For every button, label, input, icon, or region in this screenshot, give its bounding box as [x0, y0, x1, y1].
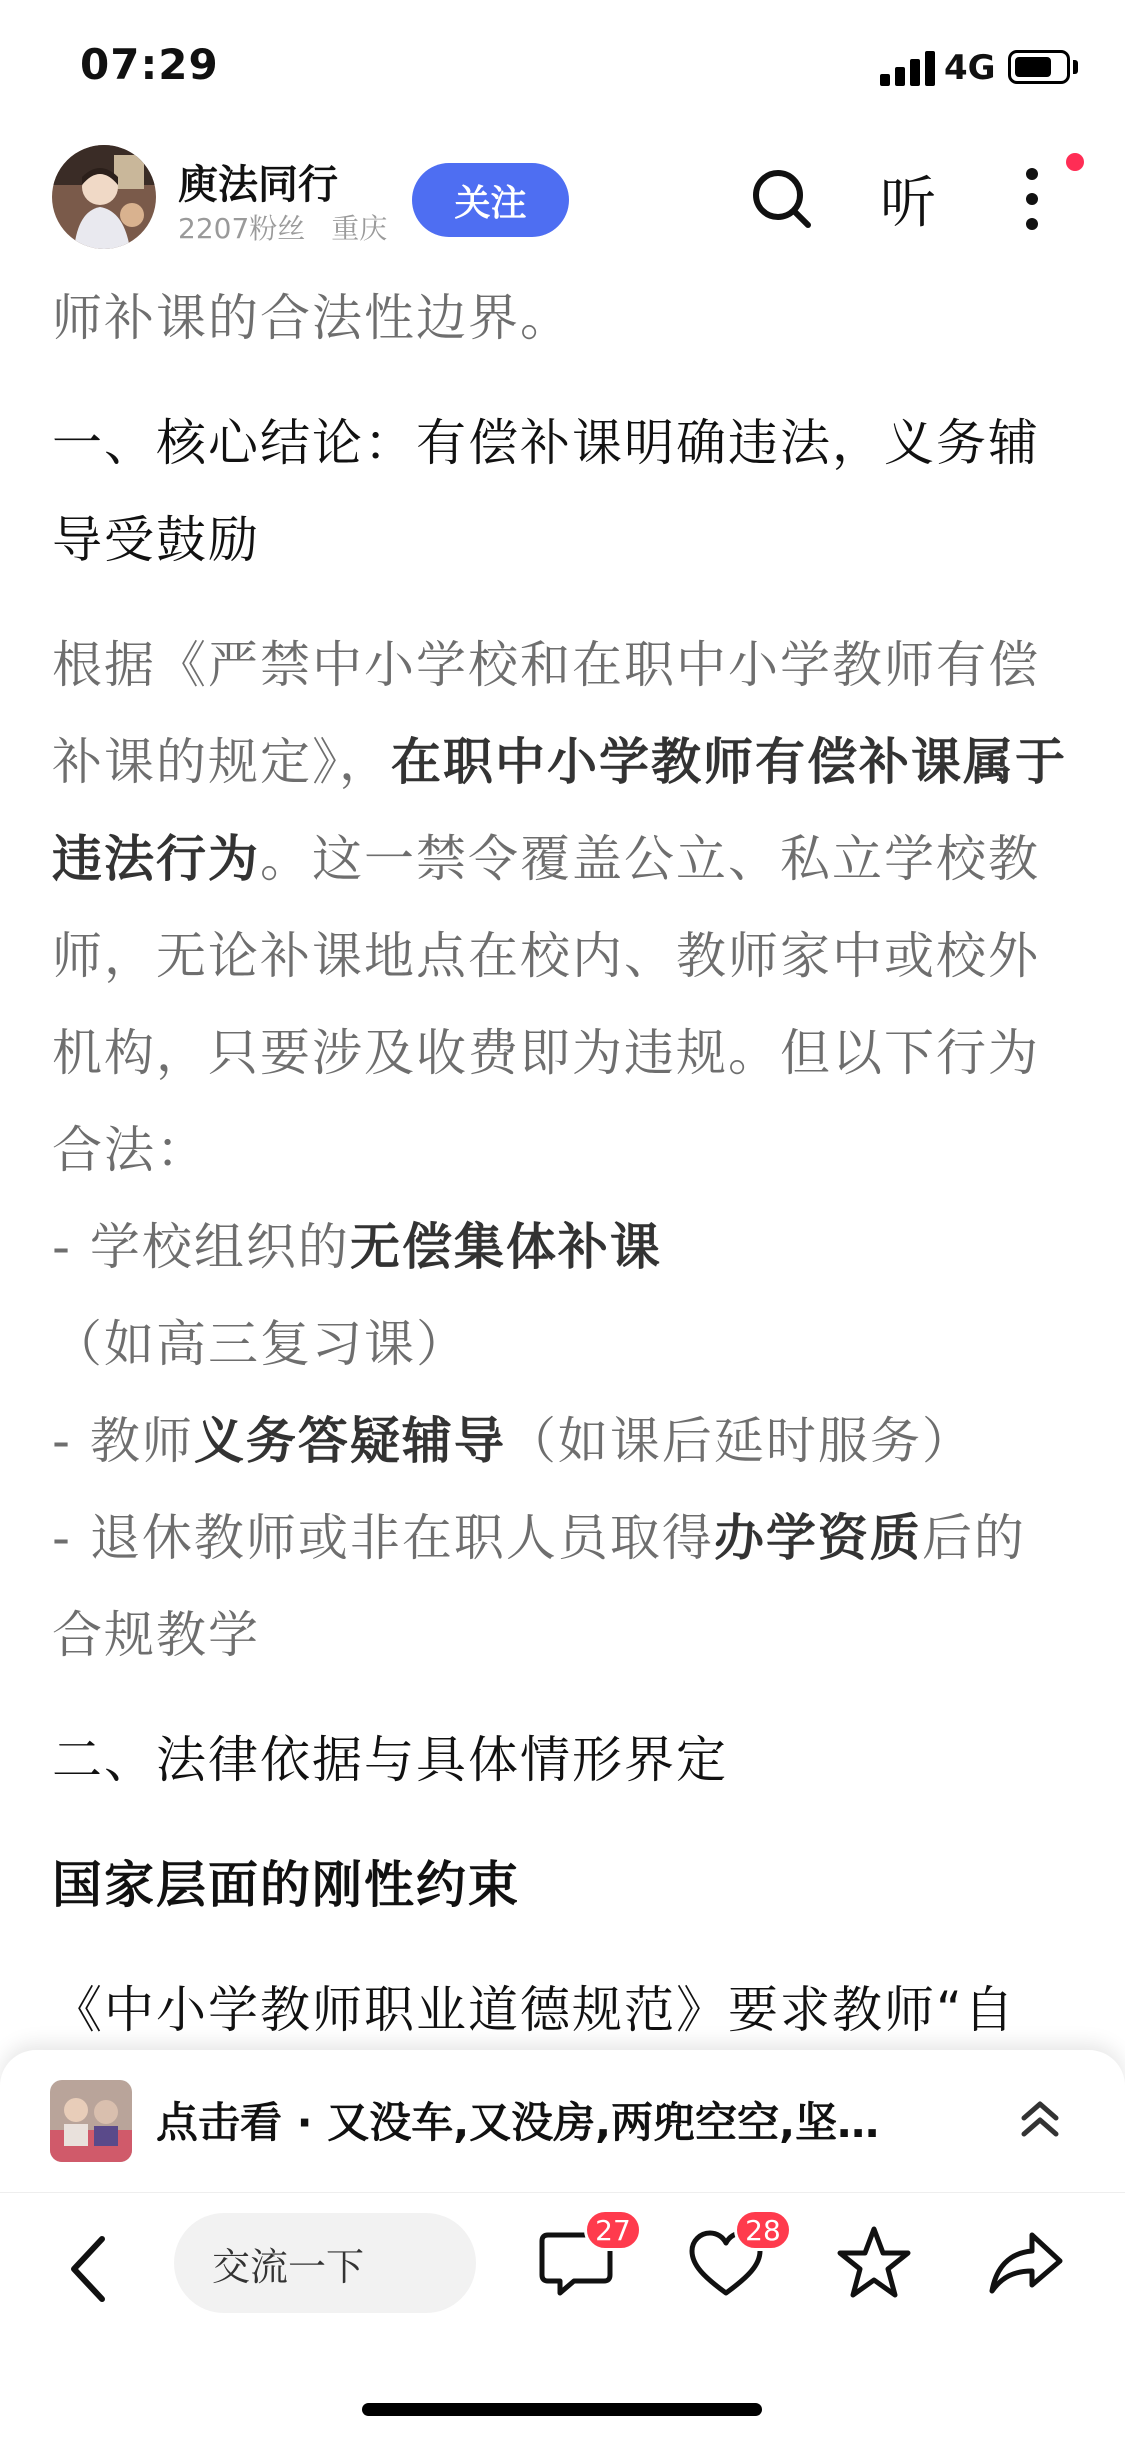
author-meta	[178, 207, 387, 247]
bold-segment: 办学资质	[713, 1509, 922, 1567]
share-icon[interactable]	[984, 2221, 1068, 2305]
text-segment: - 学校组织的	[52, 1218, 350, 1276]
battery-icon	[1008, 50, 1070, 84]
list-item	[52, 1393, 1072, 1490]
text-segment: 根据《严禁中小学校和在职中小学教师有偿补课的规定》，	[52, 636, 1040, 791]
star-icon[interactable]	[832, 2221, 916, 2305]
back-icon[interactable]	[58, 2229, 118, 2309]
recommendation-bar[interactable]	[0, 2050, 1125, 2192]
bold-segment: 无偿集体补课	[349, 1218, 662, 1276]
comment-input[interactable]: 交流一下	[174, 2213, 476, 2313]
comment-button[interactable]	[534, 2213, 631, 2305]
notification-dot	[1066, 153, 1084, 171]
battery-cap	[1073, 60, 1078, 74]
signal-icon	[880, 50, 936, 86]
like-count-badge: 28	[734, 2209, 792, 2251]
article-body	[52, 270, 1072, 2059]
author-location: 重庆	[331, 212, 388, 245]
list-item	[52, 1490, 1072, 1684]
bold-segment: 义务答疑辅导	[193, 1412, 506, 1470]
paragraph-intro-tail: 师补课的合法性边界。	[52, 289, 572, 347]
status-bar	[0, 0, 1125, 135]
subheading: 国家层面的刚性约束	[52, 1856, 520, 1914]
home-indicator	[362, 2403, 762, 2416]
text-segment: - 教师	[52, 1412, 194, 1470]
network-type: 4G	[944, 48, 996, 88]
paragraph-core	[52, 617, 1072, 1199]
author-name[interactable]: 庾法同行	[178, 162, 338, 208]
search-icon[interactable]	[742, 159, 822, 239]
text-segment: - 退休教师或非在职人员取得	[52, 1509, 714, 1567]
heading-section-2: 二、法律依据与具体情形界定	[52, 1731, 728, 1789]
author-avatar[interactable]	[52, 145, 156, 249]
heading-section-1: 一、核心结论：有偿补课明确违法，义务辅导受鼓励	[52, 414, 1040, 569]
text-segment: （如高三复习课）	[52, 1315, 468, 1373]
like-button[interactable]	[684, 2213, 781, 2305]
listen-button[interactable]	[868, 159, 948, 239]
chevron-up-icon[interactable]	[1010, 2088, 1070, 2148]
follower-count: 2207粉丝	[178, 212, 306, 245]
status-time: 07:29	[80, 40, 219, 89]
follow-button[interactable]: 关注	[412, 163, 569, 237]
more-icon[interactable]	[992, 159, 1072, 239]
bold-segment: 在职中小学教师有偿补课属于违法行为	[52, 733, 1067, 888]
comment-count-badge: 27	[584, 2209, 642, 2251]
article-header	[0, 135, 1125, 265]
text-segment: （如课后延时服务）	[505, 1412, 974, 1470]
recommendation-text[interactable]: 点击看 · 又没车,又没房,两兜空空,坚…	[156, 2098, 880, 2147]
text-segment: 后的合规教学	[52, 1509, 1026, 1664]
bottom-toolbar	[0, 2192, 1125, 2437]
text-segment: 。这一禁令覆盖公立、私立学校教师，无论补课地点在校内、教师家中或校外机构，只要涉及收费即为违规。但以下行为合法：	[52, 830, 1040, 1179]
paragraph-partial: 《中小学教师职业道德规范》要求教师“自	[52, 1981, 1016, 2039]
listen-label: 听	[880, 171, 936, 236]
list-item	[52, 1199, 1072, 1393]
recommendation-thumbnail	[50, 2080, 132, 2162]
